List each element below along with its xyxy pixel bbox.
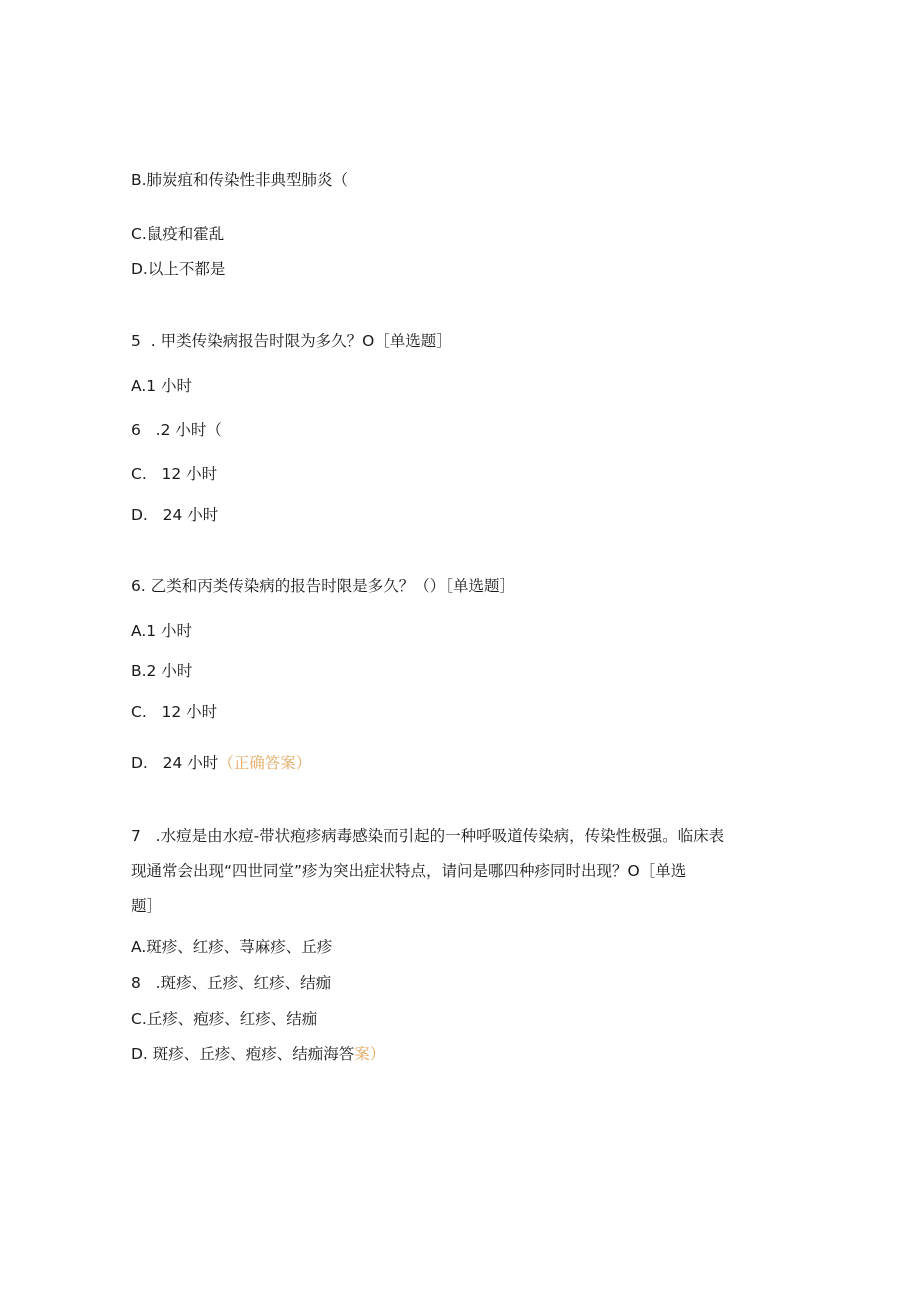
q7-question-line3: 题］ — [131, 897, 163, 915]
q4-option-c: C.鼠疫和霍乱 — [131, 225, 225, 243]
q5-option-a: A.1 小时 — [131, 377, 193, 395]
q6-option-b: B.2 小时 — [131, 662, 193, 680]
q7-question-line2: 现通常会出现“四世同堂”疹为突出症状特点，请问是哪四种疹同时出现？O［单选 — [131, 862, 687, 880]
q6-option-d — [131, 753, 311, 773]
q7-option-b: 8 .斑疹、丘疹、红疹、结痂 — [131, 974, 332, 992]
q6-question: 6. 乙类和丙类传染病的报告时限是多久？（）［单选题］ — [131, 577, 515, 595]
q5-option-b: 6 .2 小时（ — [131, 421, 222, 439]
q6-option-c: C. 12 小时 — [131, 703, 218, 721]
q6-option-d-text: D. 24 小时 — [131, 754, 219, 772]
q7-option-d-text: D. 斑疹、丘疹、疱疹、结痂海答 — [131, 1045, 355, 1063]
correct-answer-mark-partial: 案） — [354, 1045, 386, 1063]
q7-question-line1: 7 .水痘是由水痘-带状疱疹病毒感染而引起的一种呼吸道传染病，传染性极强。临床表 — [131, 827, 725, 845]
q5-option-c: C. 12 小时 — [131, 465, 218, 483]
q5-question: 5 . 甲类传染病报告时限为多久？O［单选题］ — [131, 332, 452, 350]
q5-option-d: D. 24 小时 — [131, 506, 219, 524]
correct-answer-mark: （正确答案） — [218, 754, 312, 772]
q7-option-d — [131, 1044, 385, 1064]
q4-option-d: D.以上不都是 — [131, 260, 226, 278]
q4-option-b: B.肺炭疽和传染性非典型肺炎（ — [131, 171, 349, 189]
q6-option-a: A.1 小时 — [131, 622, 193, 640]
q7-option-c: C.丘疹、疱疹、红疹、结痂 — [131, 1010, 318, 1028]
q7-option-a: A.斑疹、红疹、荨麻疹、丘疹 — [131, 938, 333, 956]
